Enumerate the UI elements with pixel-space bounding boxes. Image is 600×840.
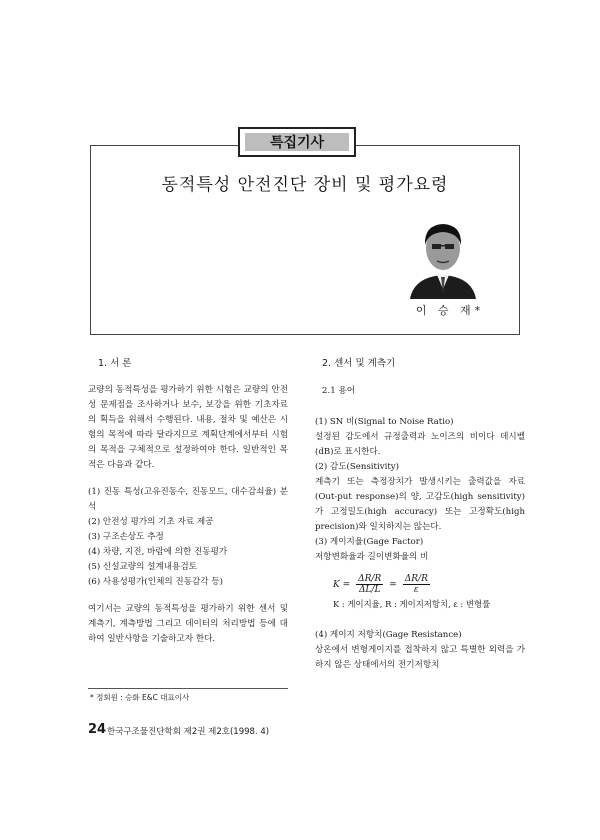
formula-fraction-1 [356, 574, 383, 595]
gage-factor-formula [333, 574, 533, 610]
right-column-continued [315, 628, 525, 673]
list-item: (1) 진동 특성(고유진동수, 진동모드, 대수감쇠율) 분석 [88, 487, 288, 512]
article-title: 동적특성 안전진단 장비 및 평가요령 [161, 175, 449, 195]
term-2-body: 계측기 또는 측정장치가 발생시키는 출력값을 자료(Out-put response)의 양, 고감도(high sensitivity)가 고정밀도(high accuracy) 또는 고정확도(high precision)와 일치하지는 않는다. [315, 477, 525, 532]
term-2-heading: (2) 감도(Sensitivity) [315, 462, 399, 472]
author-name: 이 승 재* [415, 304, 485, 317]
intro-paragraph: 교량의 동적특성을 평가하기 위한 시험은 교량의 안전성 문제점을 조사하거나 보수, 보강을 위한 기초자료의 획득을 위해서 수행된다. 내용, 절차 및 예산은 시험의 목적에 따라 달라지므로 계획단계에서부터 시험의 목적을 구체적으로 설정하여야 한다. 일반적인 목적은 다음과 같다. [88, 385, 288, 470]
formula-fraction-2 [403, 574, 430, 595]
feature-tag-label: 특집기사 [245, 133, 349, 151]
formula-equals: = [389, 579, 397, 590]
subsection-2-1-title: 2.1 용어 [322, 386, 356, 396]
section-2-title: 2. 센서 및 계측기 [322, 358, 396, 369]
list-item: (2) 안전성 평가의 기초 자료 제공 [88, 517, 214, 527]
term-4-heading: (4) 게이지 저항치(Gage Resistance) [315, 630, 462, 640]
footnote: * 정회원 : 승화 E&C 대표이사 [90, 693, 190, 702]
section-1-title: 1. 서 론 [98, 358, 132, 369]
formula-lhs: K = [333, 579, 351, 590]
list-item: (5) 신설교량의 설계내용검토 [88, 562, 197, 572]
left-column [88, 383, 288, 647]
right-column [315, 415, 525, 565]
formula-fraction-1-denominator: ΔL/L [358, 585, 381, 595]
footnote-divider [88, 688, 288, 689]
term-4-body: 상온에서 변형게이지를 접착하지 않고 특별한 외력을 가하지 않은 상태에서의 전기저항치 [315, 645, 525, 670]
formula-fraction-2-numerator: ΔR/R [404, 574, 428, 584]
term-1-body: 설정된 감도에서 규정출력과 노이즈의 비이다 데시벨(dB)로 표시한다. [315, 432, 525, 457]
journal-citation: 한국구조물진단학회 제2권 제2호(1998. 4) [107, 727, 270, 737]
formula-fraction-1-numerator: ΔR/R [358, 574, 382, 584]
list-item: (3) 구조손상도 추정 [88, 532, 164, 542]
list-item: (6) 사용성평가(인체의 진동감각 등) [88, 577, 223, 587]
list-item: (4) 차량, 지진, 바람에 의한 진동평가 [88, 547, 228, 557]
term-3-body: 저항변화율과 길이변화율의 비 [315, 552, 429, 562]
feature-tag [238, 127, 356, 157]
term-3-heading: (3) 게이지율(Gage Factor) [315, 537, 424, 547]
author-photo [408, 215, 478, 299]
formula-legend: K : 게이지율, R : 게이지저항치, ε : 변형률 [333, 599, 491, 609]
formula-fraction-2-denominator: ε [413, 585, 419, 595]
term-1-heading: (1) SN 비(Signal to Noise Ratio) [315, 417, 454, 427]
closing-paragraph: 여기서는 교량의 동적특성을 평가하기 위한 센서 및 계측기, 계측방법 그리고 데이터의 처리방법 등에 대하여 일반사항을 기술하고자 한다. [88, 604, 288, 644]
page-number: 24 [88, 722, 107, 737]
